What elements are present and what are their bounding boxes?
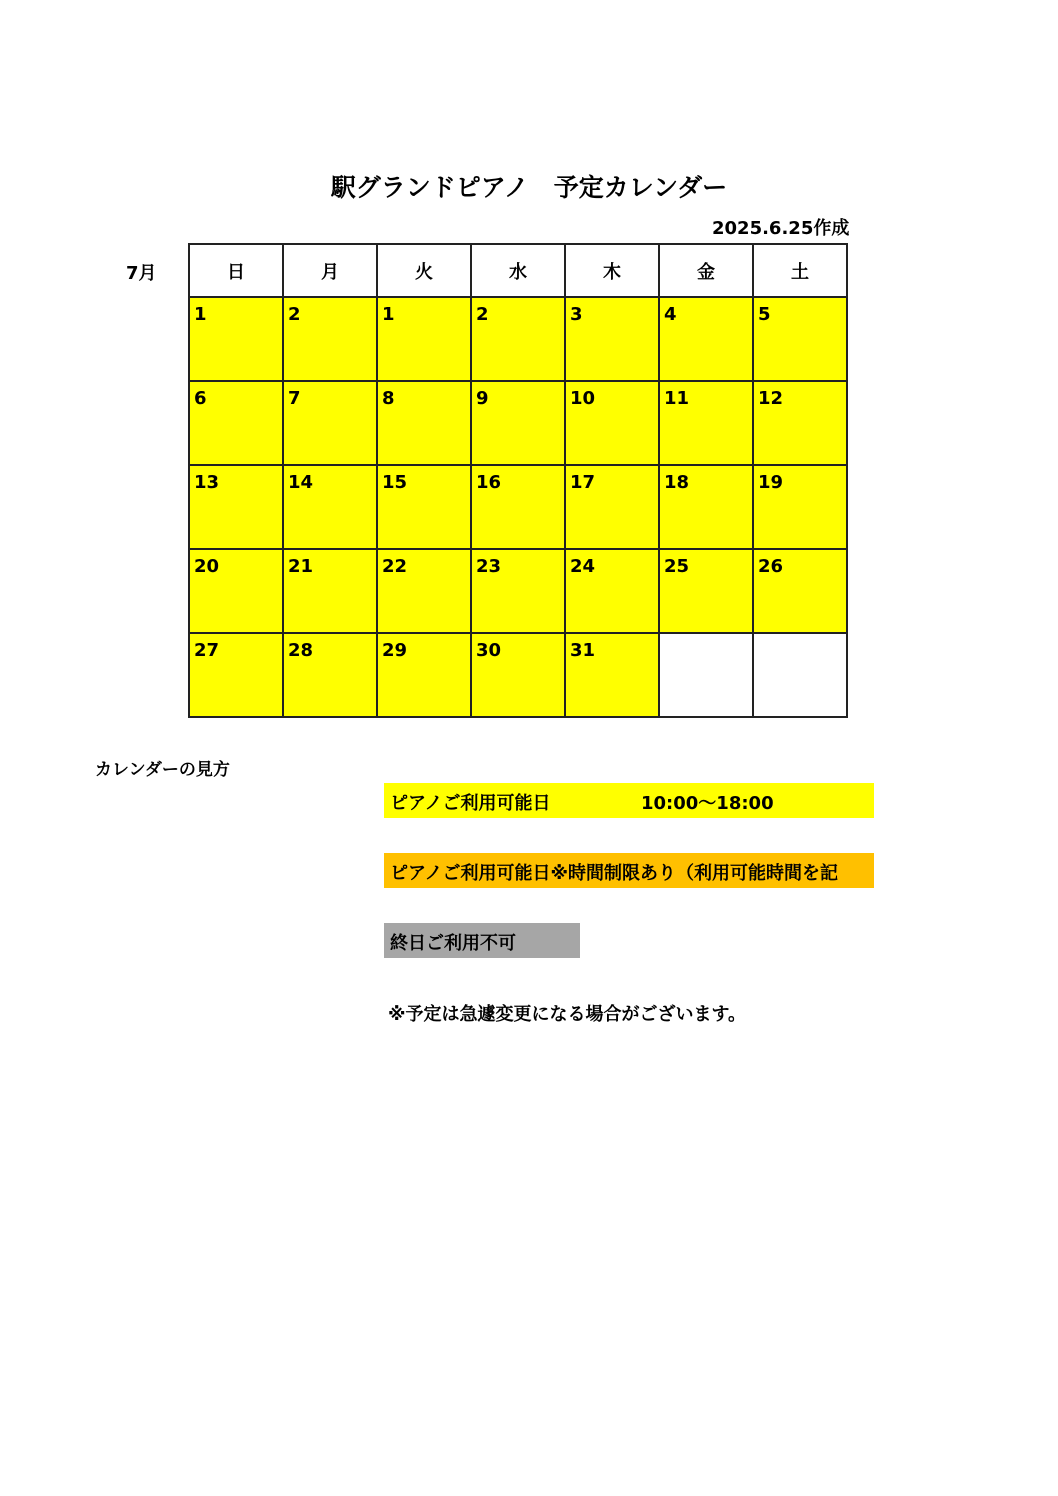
empty-day-cell bbox=[659, 633, 753, 717]
calendar-week-row bbox=[189, 549, 847, 633]
legend-available bbox=[384, 783, 874, 818]
day-cell: 9 bbox=[471, 381, 565, 465]
day-cell: 19 bbox=[753, 465, 847, 549]
legend-available-label: ピアノご利用可能日 bbox=[390, 793, 551, 814]
legend-limited bbox=[384, 853, 874, 888]
calendar-week-row bbox=[189, 297, 847, 381]
day-cell: 30 bbox=[471, 633, 565, 717]
calendar-week-row bbox=[189, 465, 847, 549]
weekday-header-row bbox=[189, 244, 847, 297]
day-cell: 6 bbox=[189, 381, 283, 465]
created-date: 2025.6.25作成 bbox=[712, 218, 850, 239]
weekday-tue: 火 bbox=[377, 244, 471, 297]
day-cell: 17 bbox=[565, 465, 659, 549]
weekday-fri: 金 bbox=[659, 244, 753, 297]
day-cell: 2 bbox=[471, 297, 565, 381]
day-cell: 31 bbox=[565, 633, 659, 717]
page-title: 駅グランドピアノ 予定カレンダー bbox=[330, 173, 728, 202]
weekday-mon: 月 bbox=[283, 244, 377, 297]
legend-unavailable bbox=[384, 923, 580, 958]
day-cell: 5 bbox=[753, 297, 847, 381]
day-cell: 11 bbox=[659, 381, 753, 465]
day-cell: 28 bbox=[283, 633, 377, 717]
day-cell: 12 bbox=[753, 381, 847, 465]
day-cell: 23 bbox=[471, 549, 565, 633]
day-cell: 18 bbox=[659, 465, 753, 549]
day-cell: 16 bbox=[471, 465, 565, 549]
day-cell: 24 bbox=[565, 549, 659, 633]
calendar-table bbox=[188, 243, 848, 718]
day-cell: 21 bbox=[283, 549, 377, 633]
legend-available-time: 10:00〜18:00 bbox=[641, 793, 774, 814]
day-cell: 2 bbox=[283, 297, 377, 381]
day-cell: 26 bbox=[753, 549, 847, 633]
day-cell: 14 bbox=[283, 465, 377, 549]
day-cell: 7 bbox=[283, 381, 377, 465]
day-cell: 13 bbox=[189, 465, 283, 549]
day-cell: 27 bbox=[189, 633, 283, 717]
day-cell: 1 bbox=[377, 297, 471, 381]
day-cell: 25 bbox=[659, 549, 753, 633]
calendar-week-row bbox=[189, 381, 847, 465]
weekday-thu: 木 bbox=[565, 244, 659, 297]
weekday-wed: 水 bbox=[471, 244, 565, 297]
day-cell: 4 bbox=[659, 297, 753, 381]
day-cell: 1 bbox=[189, 297, 283, 381]
day-cell: 10 bbox=[565, 381, 659, 465]
legend-limited-label: ピアノご利用可能日※時間制限あり（利用可能時間を記 bbox=[390, 863, 839, 884]
empty-day-cell bbox=[753, 633, 847, 717]
legend-heading: カレンダーの見方 bbox=[95, 760, 230, 780]
day-cell: 8 bbox=[377, 381, 471, 465]
change-notice: ※予定は急遽変更になる場合がございます。 bbox=[388, 1004, 747, 1025]
day-cell: 3 bbox=[565, 297, 659, 381]
day-cell: 22 bbox=[377, 549, 471, 633]
day-cell: 15 bbox=[377, 465, 471, 549]
day-cell: 29 bbox=[377, 633, 471, 717]
calendar-week-row bbox=[189, 633, 847, 717]
weekday-sat: 土 bbox=[753, 244, 847, 297]
weekday-sun: 日 bbox=[189, 244, 283, 297]
month-label: 7月 bbox=[126, 263, 157, 284]
day-cell: 20 bbox=[189, 549, 283, 633]
legend-unavailable-label: 終日ご利用不可 bbox=[390, 933, 516, 954]
